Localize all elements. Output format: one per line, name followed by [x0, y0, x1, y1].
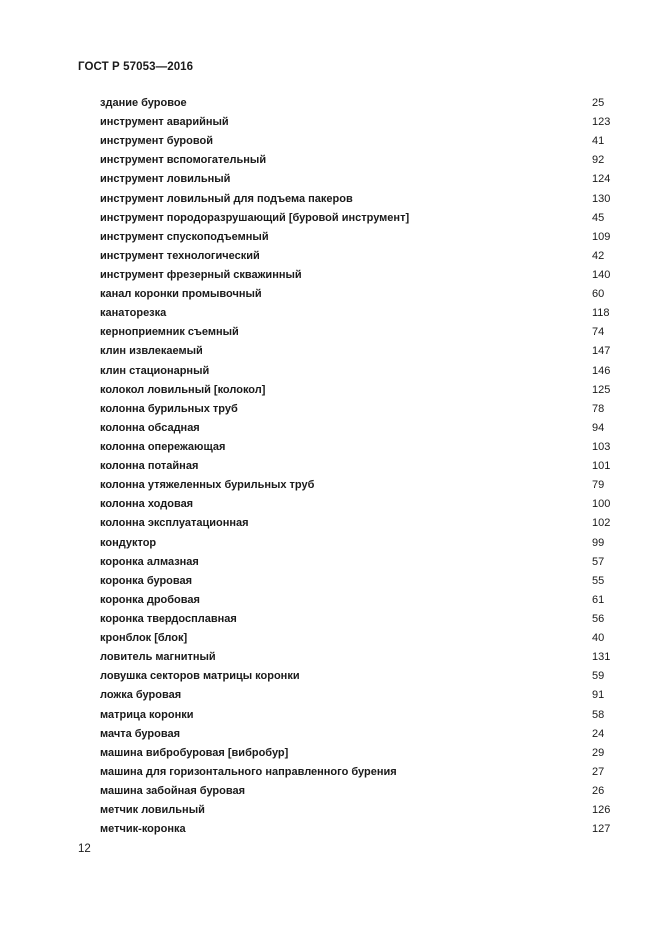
index-term: кронблок [блок]	[100, 632, 188, 645]
index-entry	[100, 822, 612, 841]
index-entry	[100, 325, 612, 344]
index-term: коронка алмазная	[100, 555, 199, 568]
index-entry	[100, 344, 612, 363]
index-term-number: 40	[592, 632, 605, 645]
index-term-number: 99	[592, 536, 605, 549]
index-entry	[100, 230, 612, 249]
index-term-number: 45	[592, 211, 605, 224]
index-term-number: 57	[592, 555, 605, 568]
index-term: машина забойная буровая	[100, 784, 246, 797]
index-entry	[100, 421, 612, 440]
page-number: 12	[78, 843, 91, 855]
index-term-number: 55	[592, 574, 605, 587]
index-term: ложка буровая	[100, 689, 182, 702]
index-entry	[100, 727, 612, 746]
index-term: колонна эксплуатационная	[100, 517, 249, 530]
index-entry	[100, 612, 612, 631]
index-term: колонна обсадная	[100, 421, 200, 434]
index-term-number: 146	[592, 364, 611, 377]
index-entry	[100, 249, 612, 268]
index-term: колонна бурильных труб	[100, 402, 238, 415]
index-term: колонна ходовая	[100, 498, 194, 511]
index-term-number: 131	[592, 651, 611, 664]
index-term: машина для горизонтального направленного бурения	[100, 765, 397, 778]
index-term: ловитель магнитный	[100, 651, 216, 664]
index-term-number: 74	[592, 326, 605, 339]
index-term: керноприемник съемный	[100, 326, 239, 339]
index-entry	[100, 211, 612, 230]
index-term-number: 140	[592, 268, 611, 281]
index-term: инструмент породоразрушающий [буровой инструмент]	[100, 211, 410, 224]
term-index-list	[100, 96, 612, 841]
index-term-number: 101	[592, 460, 611, 473]
index-entry	[100, 402, 612, 421]
index-entry	[100, 497, 612, 516]
index-term-number: 147	[592, 345, 611, 358]
index-term: матрица коронки	[100, 708, 194, 721]
index-term-number: 124	[592, 173, 611, 186]
index-term-number: 91	[592, 689, 605, 702]
index-term-number: 79	[592, 479, 605, 492]
index-entry	[100, 593, 612, 612]
index-term-number: 56	[592, 612, 605, 625]
index-term-number: 25	[592, 97, 605, 109]
index-term-number: 41	[592, 135, 605, 148]
index-term: здание буровое	[100, 97, 187, 109]
index-term-number: 102	[592, 517, 611, 530]
index-term: машина вибробуровая [вибробур]	[100, 746, 289, 759]
index-term: инструмент ловильный	[100, 173, 231, 186]
index-entry	[100, 172, 612, 191]
index-term: коронка твердосплавная	[100, 612, 237, 625]
index-entry	[100, 574, 612, 593]
index-term-number: 58	[592, 708, 605, 721]
index-term-number: 29	[592, 746, 605, 759]
index-entry	[100, 440, 612, 459]
index-term: коронка дробовая	[100, 593, 200, 606]
index-entry	[100, 192, 612, 211]
index-entry	[100, 383, 612, 402]
index-entry	[100, 650, 612, 669]
index-entry	[100, 708, 612, 727]
index-term-number: 27	[592, 765, 605, 778]
index-term: инструмент аварийный	[100, 116, 229, 129]
index-term: клин стационарный	[100, 364, 210, 377]
index-term-number: 59	[592, 670, 605, 683]
index-entry	[100, 268, 612, 287]
index-term: инструмент буровой	[100, 135, 213, 148]
index-term-number: 92	[592, 154, 605, 167]
index-entry	[100, 459, 612, 478]
index-entry	[100, 555, 612, 574]
index-entry	[100, 134, 612, 153]
index-entry	[100, 631, 612, 650]
index-term-number: 24	[592, 727, 605, 740]
index-term: кондуктор	[100, 536, 157, 549]
index-entry	[100, 115, 612, 134]
index-entry	[100, 516, 612, 535]
index-term: колонна потайная	[100, 460, 199, 473]
index-term-number: 100	[592, 498, 611, 511]
index-term-number: 61	[592, 593, 605, 606]
index-term: клин извлекаемый	[100, 345, 203, 358]
index-term: колонна опережающая	[100, 440, 226, 453]
index-term: мачта буровая	[100, 727, 180, 740]
index-term: инструмент технологический	[100, 249, 260, 262]
index-term: метчик-коронка	[100, 823, 186, 836]
index-term: канаторезка	[100, 307, 167, 320]
index-term: инструмент вспомогательный	[100, 154, 267, 167]
index-entry	[100, 287, 612, 306]
index-entry	[100, 746, 612, 765]
document-header: ГОСТ Р 57053—2016	[78, 61, 194, 73]
index-term: ловушка секторов матрицы коронки	[100, 670, 300, 683]
index-term-number: 109	[592, 230, 611, 243]
index-entry	[100, 669, 612, 688]
index-term-number: 26	[592, 784, 605, 797]
index-term-number: 60	[592, 288, 605, 301]
index-term-number: 126	[592, 804, 611, 817]
index-term: инструмент фрезерный скважинный	[100, 268, 302, 281]
index-entry	[100, 153, 612, 172]
index-term: инструмент ловильный для подъема пакеров	[100, 192, 353, 205]
index-entry	[100, 688, 612, 707]
index-term: коронка буровая	[100, 574, 193, 587]
index-entry	[100, 536, 612, 555]
index-term-number: 103	[592, 440, 611, 453]
index-term: колонна утяжеленных бурильных труб	[100, 479, 315, 492]
index-term: канал коронки промывочный	[100, 288, 262, 301]
index-entry	[100, 765, 612, 784]
index-entry	[100, 306, 612, 325]
index-term-number: 125	[592, 383, 611, 396]
index-term-number: 118	[592, 307, 610, 320]
index-term: инструмент спускоподъемный	[100, 230, 269, 243]
index-entry	[100, 803, 612, 822]
index-term: метчик ловильный	[100, 804, 205, 817]
index-term-number: 130	[592, 192, 611, 205]
index-term-number: 78	[592, 402, 605, 415]
index-term-number: 94	[592, 421, 605, 434]
index-term-number: 127	[592, 823, 611, 836]
index-entry	[100, 784, 612, 803]
index-term-number: 42	[592, 249, 605, 262]
index-entry	[100, 478, 612, 497]
index-term: колокол ловильный [колокол]	[100, 383, 266, 396]
index-entry	[100, 364, 612, 383]
index-entry	[100, 96, 612, 115]
index-term-number: 123	[592, 116, 611, 129]
